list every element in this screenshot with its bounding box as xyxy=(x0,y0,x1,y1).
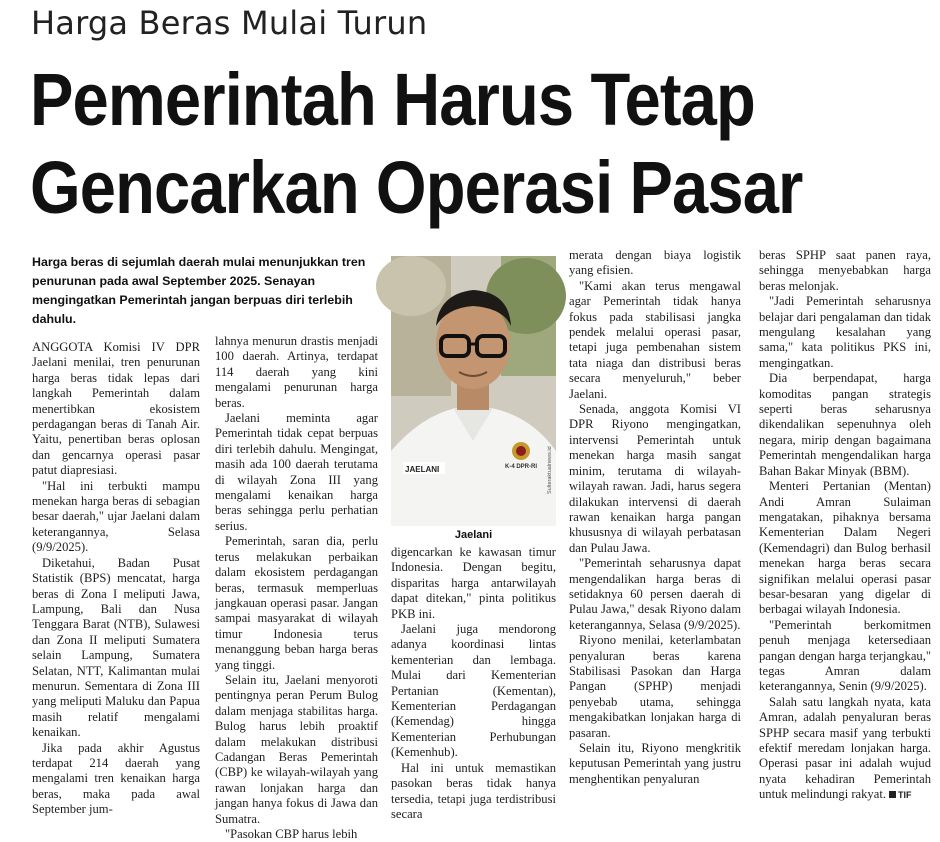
paragraph: Senada, anggota Komisi VI DPR Riyono mengingatkan, intervensi Pemerintah untuk menekan harga masih sangat minim, terutama di wilayah-wilayah rawan. Jadi, harus segera dilakukan intervensi di daerah rawan kenaikan harga pangan khususnya di wilayah perbatasan dan Pulau Jawa. xyxy=(569,402,741,555)
text-column-5 xyxy=(759,248,931,802)
end-mark-icon xyxy=(889,791,896,798)
paragraph: "Jadi Pemerintah seharusnya belajar dari pengalaman dan tidak mengulang kesalahan yang sama," kata politikus PKS ini, mengingatkan. xyxy=(759,294,931,370)
paragraph: Dia berpendapat, harga komoditas pangan strategis seperti beras seharusnya dikendalikan sepenuhnya oleh negara, mirip dengan bagaimana Pemerintah mengendalikan harga Bahan Bakar Minyak (BBM). xyxy=(759,371,931,478)
photo-credit: Sulteraktualnews.id xyxy=(547,446,553,494)
headline xyxy=(30,56,930,232)
paragraph xyxy=(759,695,931,804)
headline-line-2: Gencarkan Operasi Pasar xyxy=(30,146,803,229)
paragraph: Pemerintah, saran dia, perlu terus melakukan perbaikan dalam ekosistem perdagangan beras, termasuk memperluas jangkauan operasi pasar. Jangan sampai masyarakat di wilayah timur Indonesia terus menanggung beban harga beras yang tinggi. xyxy=(215,534,378,672)
paragraph-text: Salah satu langkah nyata, kata Amran, adalah penyaluran beras SPHP secara masif yang terbukti efektif meredam lonjakan harga. Operasi pasar ini adalah wujud nyata kehadiran Pemerintah untuk melindungi rakyat. xyxy=(759,694,931,802)
paragraph: Selain itu, Riyono mengkritik keputusan Pemerintah yang justru menghentikan penyaluran xyxy=(569,741,741,786)
paragraph: Jaelani meminta agar Pemerintah tidak cepat berpuas diri terlebih dahulu. Mengingat, masih ada 100 daerah terutama di wilayah Zona III yang mengalami kenaikan harga beras sehingga perlu perhatian serius. xyxy=(215,411,378,533)
badge-text: K-4 DPR-RI xyxy=(505,464,538,470)
paragraph: Riyono menilai, keterlambatan penyaluran beras karena Stabilisasi Pasokan dan Harga Pangan (SPHP) menjadi penyebab utama, sehingga mengakibatkan lonjakan harga di pasaran. xyxy=(569,633,741,740)
paragraph: Hal ini untuk memastikan pasokan beras tidak hanya tersedia, tetapi juga terdistribusi secara xyxy=(391,760,556,821)
paragraph: "Pasokan CBP harus lebih xyxy=(225,827,358,841)
paragraph: digencarkan ke kawasan timur Indonesia. Dengan begitu, disparitas harga antarwilayah dapat ditekan," pinta politikus PKB ini. xyxy=(391,545,556,621)
paragraph: Jaelani juga mendorong adanya koordinasi lintas kementerian dan lembaga. Mulai dari Kementerian Pertanian (Kementan), Kementerian Perdagangan (Kemendag) hingga Kementerian Perhubungan (Kemenhub). xyxy=(391,622,556,760)
paragraph: "Pemerintah berkomitmen penuh menjaga ketersediaan pangan dengan harga terjangkau," tegas Amran dalam keterangannya, Senin (9/9/2025). xyxy=(759,617,931,694)
paragraph: beras SPHP saat panen raya, sehingga menyebabkan harga beras melonjak. xyxy=(759,248,931,293)
paragraph: Selain itu, Jaelani menyoroti pentingnya peran Perum Bulog dalam menjaga stabilitas harga. Bulog harus lebih proaktif dalam melakukan distribusi Cadangan Beras Pemerintah (CBP) ke wilayah-wilayah yang rawan lonjakan harga dan jangan hanya fokus di Jawa dan Sumatra. xyxy=(215,672,378,826)
text-column-3 xyxy=(391,545,556,821)
paragraph: Menteri Pertanian (Mentan) Andi Amran Sulaiman mengatakan, pihaknya bersama Kementerian Dalam Negeri (Kemendagri) dan Bulog berhasil menekan harga beras secara signifikan melalui operasi pasar besar-besaran yang digelar di berbagai wilayah Indonesia. xyxy=(759,479,931,617)
portrait-photo xyxy=(391,256,556,526)
text-column-1 xyxy=(32,340,200,817)
text-column-4 xyxy=(569,248,741,786)
paragraph: lahnya menurun drastis menjadi 100 daerah. Artinya, terdapat 114 daerah yang kini mengalami penurunan harga beras. xyxy=(215,334,378,410)
article-lead: Harga beras di sejumlah daerah mulai menunjukkan tren penurunan pada awal September 2025. Senayan mengingatkan Pemerintah jangan berpuas diri terlebih dahulu. xyxy=(32,255,366,326)
paragraph: merata dengan biaya logistik yang efisien. xyxy=(569,248,741,278)
paragraph: "Pemerintah seharusnya dapat mengendalikan harga beras di setidaknya 60 persen daerah di Pulau Jawa," desak Riyono dalam keterangannya, Selasa (9/9/2025). xyxy=(569,556,741,632)
paragraph: "Hal ini terbukti mampu menekan harga beras di sebagian besar daerah," ujar Jaelani dalam keterangannya, Selasa (9/9/2025). xyxy=(32,478,200,555)
paragraph: ANGGOTA Komisi IV DPR Jaelani menilai, tren penurunan harga beras tidak lepas dari langkah Pemerintah dalam menertibkan ekosistem perdagangan beras di Tanah Air. Yaitu, penertiban beras oplosan dan gencarnya operasi pasar patut diapresiasi. xyxy=(32,340,200,478)
article-kicker: Harga Beras Mulai Turun xyxy=(31,4,428,42)
nametag-text: JAELANI xyxy=(405,465,440,474)
text-column-2 xyxy=(215,334,378,841)
paragraph: "Kami akan terus mengawal agar Pemerintah tidak hanya fokus pada stabilisasi jangka pendek melalui operasi pasar, tetapi juga pembenahan sistem tata niaga dan distribusi beras secara menyeluruh," beber Jaelani. xyxy=(569,278,741,401)
paragraph: Diketahui, Badan Pusat Statistik (BPS) mencatat, harga beras di Zona I meliputi Jawa, Lampung, Bali dan Nusa Tenggara Barat (NTB), Sulawesi dan Zona II meliputi Sumatera selain Lampung, Sumatera Selatan, NTT, Kalimantan mulai menurun. Sementara di Zona III yang meliputi Maluku dan Papua masih relatif mengalami kenaikan. xyxy=(32,555,200,740)
photo-caption: Jaelani xyxy=(454,529,493,541)
portrait-illustration xyxy=(391,256,556,526)
paragraph: Jika pada akhir Agustus terdapat 214 daerah yang mengalami tren kenaikan harga beras, maka pada awal September jum- xyxy=(32,740,200,817)
author-signoff: TIF xyxy=(897,790,912,801)
headline-line-1: Pemerintah Harus Tetap xyxy=(30,58,755,141)
